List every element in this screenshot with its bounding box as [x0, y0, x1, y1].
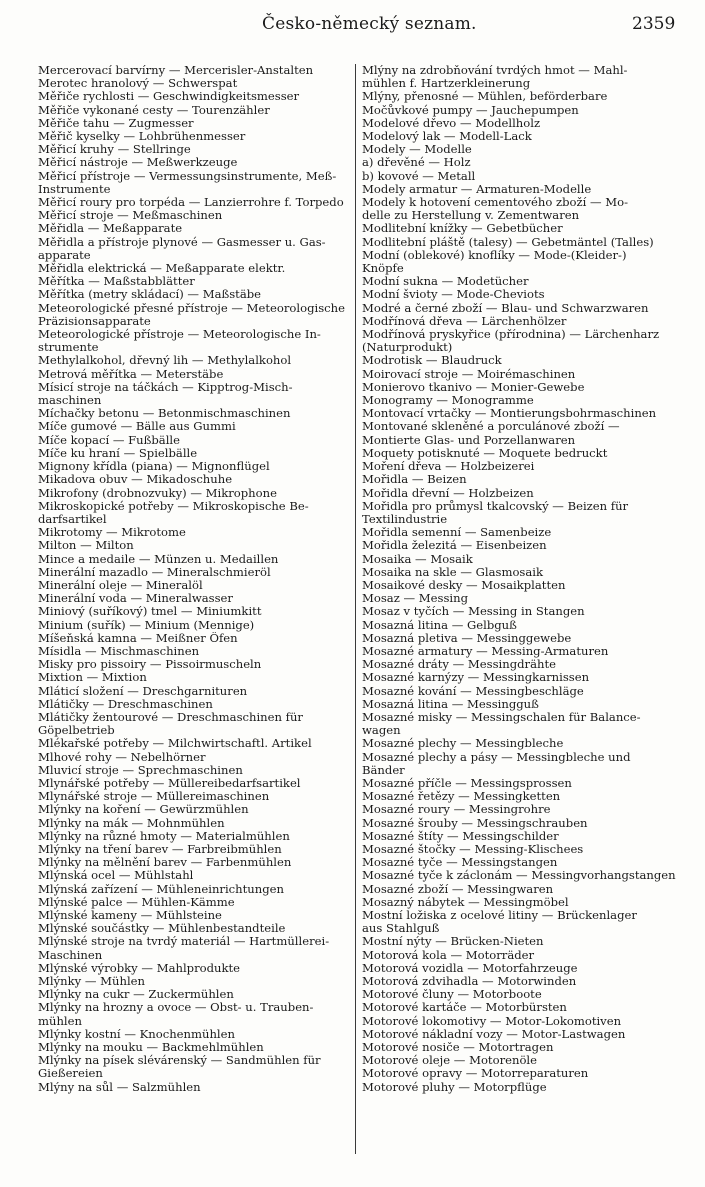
page-number: 2359 — [632, 14, 676, 34]
entry-line: Motorové pluhy — Motorpflüge — [362, 1080, 547, 1094]
index-entry — [38, 539, 356, 552]
entry-continuation: aus Stahlguß — [362, 921, 440, 936]
entry-line: Motorové nákladní vozy — Motor-Lastwagen — [362, 1027, 626, 1041]
index-entry — [38, 869, 356, 882]
index-entry — [362, 354, 680, 367]
index-entry — [38, 328, 356, 354]
index-entry — [362, 658, 680, 671]
index-entry — [38, 170, 356, 196]
entry-continuation: Bänder — [362, 762, 405, 777]
index-entry — [38, 830, 356, 843]
index-entry — [362, 1067, 680, 1080]
index-entry — [362, 566, 680, 579]
index-entry — [38, 381, 356, 407]
entry-line: Mořidla semenní — Samenbeize — [362, 526, 552, 540]
index-entry — [38, 156, 356, 169]
entry-line: Mosazná litina — Gelbguß — [362, 618, 517, 632]
index-entry — [362, 302, 680, 315]
index-entry — [362, 803, 680, 816]
index-entry — [362, 777, 680, 790]
index-entry — [38, 777, 356, 790]
entry-line: a) dřevěné — Holz — [362, 156, 471, 170]
entry-line: Mlýnky na písek slévárenský — Sandmühlen für — [38, 1054, 321, 1068]
index-entry — [362, 909, 680, 935]
index-entry — [38, 856, 356, 869]
index-entry — [38, 354, 356, 367]
entry-line: Mlhové rohy — Nebelhörner — [38, 750, 206, 764]
entry-line: Mlýnské stroje na tvrdý materiál — Hartmüllerei- — [38, 935, 330, 949]
entry-continuation: wagen — [362, 723, 401, 738]
index-entry — [38, 579, 356, 592]
index-entry — [38, 790, 356, 803]
entry-line: Modní (oblekové) knoflíky — Mode-(Kleider-) — [362, 248, 627, 262]
entry-line: Měřicí přístroje — Vermessungsinstrumente, Meß- — [38, 169, 337, 183]
entry-line: Moquety potisknuté — Moquete bedruckt — [362, 446, 608, 460]
entry-line: Mercerovací barvírny — Mercerisler-Anstalten — [38, 64, 314, 77]
entry-line: Minerální voda — Mineralwasser — [38, 592, 233, 606]
entry-line: Mostní ložiska z ocelové litiny — Brückenlager — [362, 909, 637, 922]
column-divider — [355, 64, 356, 1154]
entry-line: Minerální mazadlo — Mineralschmieröl — [38, 565, 271, 579]
index-entry — [362, 1041, 680, 1054]
entry-line: Mosazné šrouby — Messingschrauben — [362, 816, 588, 830]
entry-line: Míšeňská kamna — Meißner Öfen — [38, 631, 238, 645]
entry-line: Modely k hotovení cementového zboží — Mo- — [362, 196, 629, 210]
entry-line: Modely armatur — Armaturen-Modelle — [362, 182, 592, 196]
index-entry — [38, 196, 356, 209]
index-entry — [362, 236, 680, 249]
entry-line: Montovací vrtačky — Montierungsbohrmaschinen — [362, 407, 657, 421]
entry-line: Mlátičky — Dreschmaschinen — [38, 697, 213, 711]
index-entry — [38, 302, 356, 328]
entry-line: Methylalkohol, dřevný lih — Methylalkohol — [38, 354, 292, 368]
entry-line: Mlýnky na cukr — Zuckermühlen — [38, 988, 234, 1002]
entry-line: Měřítka — Maßstabblätter — [38, 275, 195, 289]
index-entry — [38, 645, 356, 658]
index-entry — [362, 1028, 680, 1041]
index-entry — [362, 579, 680, 592]
entry-line: Motorová kola — Motorräder — [362, 948, 535, 962]
index-entry — [38, 1041, 356, 1054]
index-entry — [38, 764, 356, 777]
index-entry — [362, 183, 680, 196]
index-entry — [362, 381, 680, 394]
index-entry — [362, 737, 680, 750]
entry-line: Močůvkové pumpy — Jauchepumpen — [362, 103, 579, 117]
index-entry — [362, 196, 680, 222]
index-entry — [38, 104, 356, 117]
entry-line: Mosazné dráty — Messingdrähte — [362, 658, 556, 672]
entry-line: Mosazné zboží — Messingwaren — [362, 882, 554, 896]
index-entry — [362, 117, 680, 130]
index-entry — [38, 751, 356, 764]
index-entry — [38, 143, 356, 156]
index-entry — [362, 698, 680, 711]
entry-line: Měřiče tahu — Zugmesser — [38, 116, 194, 130]
entry-continuation: Instrumente — [38, 181, 111, 196]
entry-continuation: mühlen f. Hartzerkleinerung — [362, 76, 531, 91]
entry-line: Mlýnky — Mühlen — [38, 975, 145, 989]
entry-line: Měřiče rychlosti — Geschwindigkeitsmesser — [38, 90, 300, 104]
entry-line: Mořidla železitá — Eisenbeizen — [362, 539, 547, 553]
entry-line: Mlýnská ocel — Mühlstahl — [38, 869, 194, 883]
entry-line: Mince a medaile — Münzen u. Medaillen — [38, 552, 279, 566]
entry-line: Mísicí stroje na táčkách — Kipptrog-Misch- — [38, 380, 293, 394]
entry-continuation: darfsartikel — [38, 511, 107, 526]
index-entry — [362, 869, 680, 882]
entry-line: Mosaz v tyčích — Messing in Stangen — [362, 605, 585, 619]
page-header — [0, 14, 705, 38]
index-entry — [362, 856, 680, 869]
index-entry — [38, 368, 356, 381]
entry-line: Motorová vozidla — Motorfahrzeuge — [362, 961, 578, 975]
index-entry — [38, 460, 356, 473]
index-entry — [362, 368, 680, 381]
entry-line: Mosaika — Mosaik — [362, 552, 473, 566]
entry-line: Motorové nosiče — Motortragen — [362, 1041, 554, 1055]
entry-line: Mosazná litina — Messingguß — [362, 697, 539, 711]
entry-line: Mosazné armatury — Messing-Armaturen — [362, 644, 609, 658]
entry-continuation: Präzisionsapparate — [38, 313, 151, 328]
entry-continuation: mühlen — [38, 1013, 82, 1028]
index-entry — [362, 553, 680, 566]
entry-line: Mosazné příčle — Messingsprossen — [362, 776, 572, 790]
entry-line: Mlýnské výrobky — Mahlprodukte — [38, 961, 241, 975]
entry-line: Mlynářské stroje — Müllereimaschinen — [38, 790, 270, 804]
entry-line: Mosazné karnýzy — Messingkarnissen — [362, 671, 590, 685]
entry-line: Moirovací stroje — Moirémaschinen — [362, 367, 576, 381]
entry-line: Modrotisk — Blaudruck — [362, 354, 502, 368]
index-entry — [38, 922, 356, 935]
entry-line: Mosazné kování — Messingbeschläge — [362, 684, 584, 698]
entry-line: Mikroskopické potřeby — Mikroskopische Be- — [38, 499, 309, 513]
entry-line: Motorové oleje — Motorenöle — [362, 1054, 537, 1068]
index-entry — [362, 671, 680, 684]
index-entry — [38, 698, 356, 711]
index-entry — [362, 605, 680, 618]
index-entry — [362, 328, 680, 354]
entry-line: Míče kopací — Fußbälle — [38, 433, 180, 447]
entry-line: Modlitební knížky — Gebetbücher — [362, 222, 563, 236]
entry-line: Motorová zdvihadla — Motorwinden — [362, 975, 577, 989]
right-column — [362, 64, 680, 1094]
entry-line: Mlýnky kostní — Knochenmühlen — [38, 1027, 235, 1041]
page-title: Česko-německý seznam. — [262, 14, 477, 34]
entry-line: Mlýny na zdrobňování tvrdých hmot — Mahl- — [362, 64, 628, 77]
entry-line: Měřicí stroje — Meßmaschinen — [38, 209, 223, 223]
entry-line: Modní sukna — Modetücher — [362, 275, 529, 289]
entry-continuation: strumente — [38, 340, 99, 355]
index-entry — [38, 64, 356, 77]
entry-line: Mořidla pro průmysl tkalcovský — Beizen für — [362, 499, 629, 513]
index-entry — [362, 407, 680, 420]
index-entry — [362, 843, 680, 856]
index-entry — [38, 1001, 356, 1027]
index-entry — [362, 249, 680, 275]
index-entry — [362, 830, 680, 843]
entry-line: Minium (suřík) — Minium (Mennige) — [38, 618, 255, 632]
entry-line: Motorové čluny — Motorboote — [362, 988, 542, 1002]
entry-line: Mosazné tyče k záclonám — Messingvorhangstangen — [362, 869, 676, 883]
index-entry — [38, 447, 356, 460]
entry-line: Měřicí nástroje — Meßwerkzeuge — [38, 156, 238, 170]
index-entry — [38, 909, 356, 922]
index-entry — [38, 209, 356, 222]
index-entry — [38, 619, 356, 632]
entry-line: Modní švioty — Mode-Cheviots — [362, 288, 545, 302]
entry-line: Mísidla — Mischmaschinen — [38, 644, 200, 658]
entry-line: Mořidla dřevní — Holzbeizen — [362, 486, 534, 500]
entry-line: b) kovové — Metall — [362, 169, 476, 183]
entry-line: Modré a černé zboží — Blau- und Schwarzwaren — [362, 301, 649, 315]
entry-line: Mlynářské potřeby — Müllereibedarfsartikel — [38, 776, 301, 790]
index-entry — [38, 935, 356, 961]
index-entry — [362, 645, 680, 658]
index-entry — [362, 711, 680, 737]
index-entry — [362, 222, 680, 235]
index-entry — [362, 288, 680, 301]
entry-line: Mignony křídla (piana) — Mignonflügel — [38, 460, 270, 474]
index-entry — [362, 473, 680, 486]
entry-line: Mlýnské palce — Mühlen-Kämme — [38, 895, 235, 909]
index-entry — [38, 526, 356, 539]
entry-line: Měřič kyselky — Lohbrühenmesser — [38, 130, 246, 144]
entry-line: Mořidla — Beizen — [362, 473, 467, 487]
entry-line: Mosazné štíty — Messingschilder — [362, 829, 559, 843]
index-entry — [362, 526, 680, 539]
index-entry — [38, 262, 356, 275]
index-entry — [38, 817, 356, 830]
entry-continuation: Textilindustrie — [362, 511, 448, 526]
entry-line: Měřicí roury pro torpéda — Lanzierrohre f. Torpedo — [38, 196, 344, 210]
index-entry — [362, 935, 680, 948]
entry-line: Míchačky betonu — Betonmischmaschinen — [38, 407, 291, 421]
index-entry — [38, 737, 356, 750]
entry-line: Mosaikové desky — Mosaikplatten — [362, 578, 566, 592]
entry-line: Monogramy — Monogramme — [362, 394, 534, 408]
index-entry — [38, 592, 356, 605]
index-entry — [362, 64, 680, 90]
entry-line: Mosazné štočky — Messing-Klischees — [362, 842, 584, 856]
entry-line: Modřínová pryskyřice (přírodnina) — Lärchenharz — [362, 328, 660, 342]
index-entry — [362, 896, 680, 909]
entry-line: Měřidla elektrická — Meßapparate elektr. — [38, 262, 286, 276]
index-entry — [38, 1028, 356, 1041]
index-entry — [38, 843, 356, 856]
entry-line: Moření dřeva — Holzbeizerei — [362, 460, 535, 474]
index-entry — [362, 394, 680, 407]
index-entry — [38, 658, 356, 671]
index-entry — [362, 104, 680, 117]
entry-line: Mlýnská zařízení — Mühleneinrichtungen — [38, 882, 284, 896]
index-entry — [38, 566, 356, 579]
index-entry — [362, 975, 680, 988]
entry-line: Metrová měřítka — Meterstäbe — [38, 367, 224, 381]
entry-line: Mosaika na skle — Glasmosaik — [362, 565, 544, 579]
index-entry — [362, 685, 680, 698]
entry-line: Mluvicí stroje — Sprechmaschinen — [38, 763, 243, 777]
entry-continuation: delle zu Herstellung v. Zementwaren — [362, 208, 580, 223]
entry-line: Mlýnky na tření barev — Farbreibmühlen — [38, 842, 282, 856]
index-entry — [362, 487, 680, 500]
index-entry — [362, 420, 680, 446]
index-entry — [362, 460, 680, 473]
index-entry — [362, 632, 680, 645]
index-entry — [362, 817, 680, 830]
entry-line: Měřítka (metry skládací) — Maßstäbe — [38, 288, 262, 302]
entry-line: Mosazné roury — Messingrohre — [362, 803, 551, 817]
index-entry — [38, 117, 356, 130]
index-entry — [38, 275, 356, 288]
entry-line: Míče gumové — Bälle aus Gummi — [38, 420, 236, 434]
entry-line: Minerální oleje — Mineralöl — [38, 578, 203, 592]
index-entry — [38, 896, 356, 909]
entry-continuation: Gießereien — [38, 1066, 103, 1081]
entry-line: Meteorologické přístroje — Meteorologische In- — [38, 328, 321, 342]
index-entry — [38, 553, 356, 566]
index-entry — [362, 1054, 680, 1067]
index-entry — [362, 90, 680, 103]
entry-line: Monierovo tkanivo — Monier-Gewebe — [362, 380, 585, 394]
index-entry — [38, 77, 356, 90]
index-entry — [38, 500, 356, 526]
index-entry — [38, 975, 356, 988]
index-entry — [38, 236, 356, 262]
entry-line: Mosazné misky — Messingschalen für Balance- — [362, 710, 641, 724]
entry-line: Mlýnky na mouku — Backmehlmühlen — [38, 1041, 264, 1055]
index-entry — [38, 605, 356, 618]
index-entry — [38, 1081, 356, 1094]
entry-continuation: Göpelbetrieb — [38, 723, 115, 738]
entry-line: Mosazný nábytek — Messingmöbel — [362, 895, 569, 909]
index-entry — [362, 1001, 680, 1014]
index-entry — [362, 170, 680, 183]
entry-continuation: Knöpfe — [362, 261, 404, 276]
entry-line: Montované skleněné a porculánové zboží — — [362, 420, 620, 434]
index-entry — [38, 671, 356, 684]
entry-line: Modelové dřevo — Modellholz — [362, 116, 541, 130]
index-entry — [362, 500, 680, 526]
index-entry — [38, 487, 356, 500]
index-entry — [38, 90, 356, 103]
index-entry — [362, 883, 680, 896]
index-entry — [362, 1015, 680, 1028]
entry-line: Mosazné plechy a pásy — Messingbleche und — [362, 750, 631, 764]
index-entry — [38, 130, 356, 143]
index-entry — [362, 275, 680, 288]
entry-line: Motorové opravy — Motorreparaturen — [362, 1067, 589, 1081]
index-entry — [38, 473, 356, 486]
entry-line: Měřidla a přístroje plynové — Gasmesser u. Gas- — [38, 235, 326, 249]
index-entry — [362, 619, 680, 632]
entry-line: Modelový lak — Modell-Lack — [362, 130, 532, 144]
entry-line: Misky pro pissoiry — Pissoirmuscheln — [38, 658, 262, 672]
entry-line: Modřínová dřeva — Lärchenhölzer — [362, 314, 567, 328]
entry-line: Meteorologické přesné přístroje — Meteorologische — [38, 301, 345, 315]
index-entry — [38, 420, 356, 433]
index-entry — [362, 156, 680, 169]
entry-line: Mláticí složení — Dreschgarnituren — [38, 684, 248, 698]
entry-line: Míče ku hraní — Spielbälle — [38, 446, 198, 460]
index-entry — [362, 988, 680, 1001]
entry-line: Mlékařské potřeby — Milchwirtschaftl. Artikel — [38, 737, 312, 751]
entry-line: Modely — Modelle — [362, 143, 472, 157]
entry-line: Mlýnky na různé hmoty — Materialmühlen — [38, 829, 290, 843]
entry-line: Mosazné tyče — Messingstangen — [362, 856, 558, 870]
index-entry — [38, 685, 356, 698]
index-entry — [362, 962, 680, 975]
entry-line: Mosaz — Messing — [362, 592, 469, 606]
index-entry — [38, 988, 356, 1001]
entry-line: Merotec hranolový — Schwerspat — [38, 77, 238, 91]
index-entry — [362, 592, 680, 605]
entry-line: Mlýnské kameny — Mühlsteine — [38, 909, 222, 922]
entry-line: Mosazné řetězy — Messingketten — [362, 790, 561, 804]
entry-continuation: Montierte Glas- und Porzellanwaren — [362, 432, 576, 447]
index-entry — [362, 130, 680, 143]
entry-line: Mlýnky na mák — Mohnmühlen — [38, 816, 225, 830]
entry-line: Mikadova obuv — Mikadoschuhe — [38, 473, 233, 487]
index-entry — [38, 434, 356, 447]
index-entry — [38, 222, 356, 235]
left-column — [38, 64, 356, 1094]
entry-line: Mlýnky na hrozny a ovoce — Obst- u. Trauben- — [38, 1001, 314, 1015]
entry-line: Mlýny, přenosné — Mühlen, beförderbare — [362, 90, 608, 104]
entry-continuation: Maschinen — [38, 947, 103, 962]
entry-line: Mikrofony (drobnozvuky) — Mikrophone — [38, 486, 277, 500]
entry-line: Měřicí kruhy — Stellringe — [38, 143, 191, 157]
entry-line: Měřidla — Meßapparate — [38, 222, 183, 236]
entry-continuation: maschinen — [38, 393, 102, 408]
index-entry — [38, 962, 356, 975]
entry-continuation: apparate — [38, 247, 91, 262]
index-entry — [362, 1081, 680, 1094]
entry-line: Motorové lokomotivy — Motor-Lokomotiven — [362, 1014, 622, 1028]
index-entry — [362, 949, 680, 962]
index-entry — [38, 883, 356, 896]
index-entry — [38, 1054, 356, 1080]
index-entry — [362, 315, 680, 328]
entry-line: Mlátičky žentourové — Dreschmaschinen für — [38, 710, 303, 724]
index-entry — [362, 751, 680, 777]
index-entry — [38, 288, 356, 301]
entry-line: Mikrotomy — Mikrotome — [38, 526, 186, 540]
entry-line: Mostní nýty — Brücken-Nieten — [362, 935, 544, 949]
entry-line: Mlýny na sůl — Salzmühlen — [38, 1080, 201, 1094]
entry-line: Motorové kartáče — Motorbürsten — [362, 1001, 567, 1015]
entry-line: Mosazná pletiva — Messinggewebe — [362, 631, 572, 645]
entry-line: Mlýnky na mělnění barev — Farbenmühlen — [38, 856, 292, 870]
index-entry — [362, 143, 680, 156]
entry-line: Modlitební pláště (talesy) — Gebetmäntel (Talles) — [362, 235, 654, 249]
entry-line: Mixtion — Mixtion — [38, 671, 147, 685]
index-entry — [38, 803, 356, 816]
entry-line: Měřiče vykonané cesty — Tourenzähler — [38, 103, 270, 117]
entry-line: Mlýnky na koření — Gewürzmühlen — [38, 803, 249, 817]
entry-line: Mosazné plechy — Messingbleche — [362, 737, 564, 751]
index-entry — [38, 407, 356, 420]
entry-line: Miniový (suříkový) tmel — Miniumkitt — [38, 605, 262, 619]
entry-line: Mlýnské součástky — Mühlenbestandteile — [38, 922, 286, 936]
index-entry — [362, 790, 680, 803]
index-entry — [38, 711, 356, 737]
entry-continuation: (Naturprodukt) — [362, 340, 453, 355]
index-entry — [362, 539, 680, 552]
index-entry — [362, 447, 680, 460]
entry-line: Milton — Milton — [38, 539, 134, 553]
index-entry — [38, 632, 356, 645]
